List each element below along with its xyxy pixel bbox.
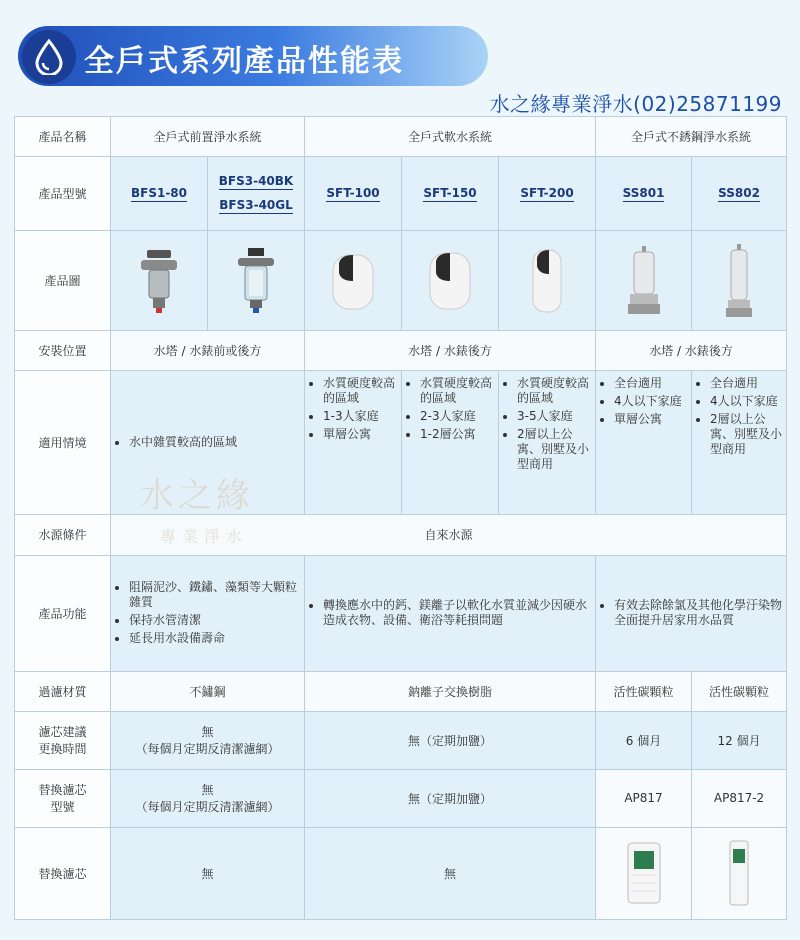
row-label-install: 安裝位置 — [15, 331, 111, 371]
row-label-image: 產品圖 — [15, 231, 111, 331]
list-item: • 水中雜質較高的區域 — [129, 435, 300, 450]
list-item: • 延長用水設備壽命 — [129, 631, 300, 646]
model-bfs3-40: BFS3-40BK BFS3-40GL — [208, 157, 305, 231]
row-label-replace: 替換濾芯 — [15, 827, 111, 919]
list-item: • 水質硬度較高的區域 — [517, 376, 591, 406]
list-item: • 水質硬度較高的區域 — [420, 376, 494, 406]
material-softener: 鈉離子交換樹脂 — [305, 671, 596, 711]
list-item: • 全台適用 — [614, 376, 687, 391]
replace-model-front: 無 （每個月定期反清潔濾網） — [111, 769, 305, 827]
list-item: • 1-3人家庭 — [323, 409, 397, 424]
list-item: • 轉換應水中的鈣、鎂離子以軟化水質並減少因硬水造成衣物、設備、衛浴等耗損問題 — [323, 598, 591, 628]
list-item: • 阻隔泥沙、鐵鏽、藻類等大顆粒雜質 — [129, 580, 300, 610]
install-stainless: 水塔 / 水錶後方 — [596, 331, 787, 371]
row-label-name: 產品名稱 — [15, 117, 111, 157]
product-comparison-table — [14, 116, 787, 920]
model-ss801: SS801 — [596, 157, 692, 231]
image-bfs1-80 — [111, 231, 208, 331]
list-item: • 4人以下家庭 — [614, 394, 687, 409]
list-item: • 2層以上公寓、別墅及小型商用 — [517, 427, 591, 472]
filter-image-ap817 — [596, 827, 692, 919]
model-sft-100: SFT-100 — [305, 157, 402, 231]
situation-ss802 — [692, 371, 787, 515]
replace-front: 無 — [111, 827, 305, 919]
list-item: • 單層公寓 — [323, 427, 397, 442]
list-item: • 全台適用 — [710, 376, 782, 391]
row-label-replace-model: 替換濾芯 型號 — [15, 769, 111, 827]
list-item: • 單層公寓 — [614, 412, 687, 427]
install-front: 水塔 / 水錶前或後方 — [111, 331, 305, 371]
replace-time-ss802: 12 個月 — [692, 711, 787, 769]
model-sft-150: SFT-150 — [402, 157, 499, 231]
image-sft-150 — [402, 231, 499, 331]
function-stainless — [596, 555, 787, 671]
install-softener: 水塔 / 水錶後方 — [305, 331, 596, 371]
situation-ss801 — [596, 371, 692, 515]
image-ss802 — [692, 231, 787, 331]
material-front: 不鏽鋼 — [111, 671, 305, 711]
list-item: • 有效去除餘氯及其他化學汙染物全面提升居家用水品質 — [614, 598, 782, 628]
row-label-situation: 適用情境 — [15, 371, 111, 515]
series-softener: 全戶式軟水系統 — [305, 117, 596, 157]
image-sft-200 — [499, 231, 596, 331]
source-value: 自來水源 — [111, 515, 787, 555]
filter-image-ap817-2 — [692, 827, 787, 919]
image-bfs3-40 — [208, 231, 305, 331]
watermark: 水之緣 — [140, 476, 254, 516]
model-sft-200: SFT-200 — [499, 157, 596, 231]
material-ss802: 活性碳顆粒 — [692, 671, 787, 711]
row-label-model: 產品型號 — [15, 157, 111, 231]
replace-time-ss801: 6 個月 — [596, 711, 692, 769]
function-softener — [305, 555, 596, 671]
list-item: • 4人以下家庭 — [710, 394, 782, 409]
series-front: 全戶式前置淨水系統 — [111, 117, 305, 157]
page-title: 全戶式系列產品性能表 — [84, 44, 404, 79]
replace-model-softener: 無（定期加鹽） — [305, 769, 596, 827]
model-ss802: SS802 — [692, 157, 787, 231]
replace-model-ss802: AP817-2 — [692, 769, 787, 827]
list-item: • 2-3人家庭 — [420, 409, 494, 424]
row-label-replace-time: 濾芯建議 更換時間 — [15, 711, 111, 769]
replace-time-front: 無 （每個月定期反清潔濾網） — [111, 711, 305, 769]
row-label-function: 產品功能 — [15, 555, 111, 671]
water-drop-icon — [22, 30, 76, 84]
material-ss801: 活性碳顆粒 — [596, 671, 692, 711]
image-sft-100 — [305, 231, 402, 331]
model-bfs1-80: BFS1-80 — [111, 157, 208, 231]
replace-time-softener: 無（定期加鹽） — [305, 711, 596, 769]
image-ss801 — [596, 231, 692, 331]
situation-sft-150 — [402, 371, 499, 515]
list-item: • 保持水管清潔 — [129, 613, 300, 628]
function-front — [111, 555, 305, 671]
row-label-source: 水源條件 — [15, 515, 111, 555]
list-item: • 水質硬度較高的區域 — [323, 376, 397, 406]
row-label-material: 過濾材質 — [15, 671, 111, 711]
watermark-sub: 專業淨水 — [160, 527, 249, 546]
series-stainless: 全戶式不銹鋼淨水系統 — [596, 117, 787, 157]
replace-softener: 無 — [305, 827, 596, 919]
list-item: • 1-2層公寓 — [420, 427, 494, 442]
list-item: • 3-5人家庭 — [517, 409, 591, 424]
contact-phone: 水之緣專業淨水(02)25871199 — [489, 92, 782, 116]
situation-sft-200 — [499, 371, 596, 515]
list-item: • 2層以上公寓、別墅及小型商用 — [710, 412, 782, 457]
situation-sft-100 — [305, 371, 402, 515]
replace-model-ss801: AP817 — [596, 769, 692, 827]
